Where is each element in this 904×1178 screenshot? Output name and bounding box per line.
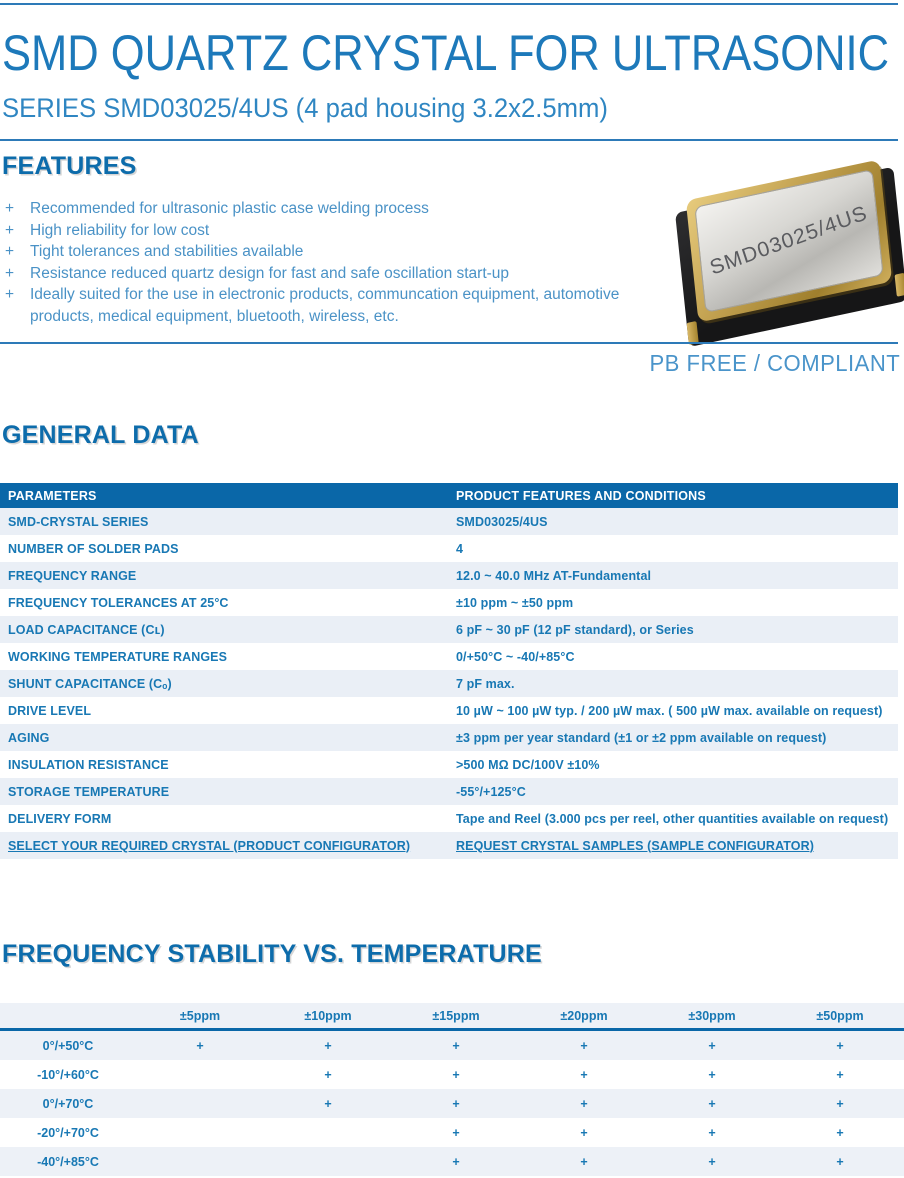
- list-item: [5, 220, 673, 242]
- availability-mark: +: [452, 1067, 460, 1082]
- feature-text: Recommended for ultrasonic plastic case welding process: [30, 200, 429, 217]
- param-cell: DRIVE LEVEL: [8, 703, 92, 718]
- general-data-heading: GENERAL DATA: [2, 421, 199, 449]
- availability-mark: +: [452, 1038, 460, 1053]
- availability-mark: +: [708, 1125, 716, 1140]
- stability-row: [0, 1089, 904, 1118]
- column-header-ppm: ±20ppm: [560, 1008, 608, 1023]
- availability-mark: +: [708, 1096, 716, 1111]
- feature-text: Tight tolerances and stabilities available: [30, 243, 304, 260]
- feature-text: High reliability for low cost: [30, 221, 210, 239]
- page-title: SMD QUARTZ CRYSTAL FOR ULTRASONIC: [2, 25, 890, 81]
- stability-table: [0, 1003, 904, 1176]
- value-cell: 6 pF ~ 30 pF (12 pF standard), or Series: [456, 622, 694, 637]
- value-cell: SMD03025/4US: [456, 514, 548, 529]
- value-cell: 7 pF max.: [456, 676, 515, 691]
- column-header-ppm: ±50ppm: [816, 1008, 864, 1023]
- value-cell: 4: [456, 541, 464, 556]
- availability-mark: +: [708, 1154, 716, 1169]
- availability-mark: +: [196, 1038, 204, 1053]
- product-configurator-link[interactable]: SELECT YOUR REQUIRED CRYSTAL (PRODUCT CONFIGURATOR): [8, 838, 411, 853]
- column-header-ppm: ±5ppm: [179, 1008, 221, 1023]
- value-cell: ±10 ppm ~ ±50 ppm: [456, 595, 574, 610]
- title-divider: [0, 139, 898, 141]
- availability-mark: +: [452, 1154, 460, 1169]
- param-cell: INSULATION RESISTANCE: [8, 757, 169, 772]
- value-cell: 10 µW ~ 100 µW typ. / 200 µW max. ( 500 µW max. available on request): [456, 703, 883, 718]
- page-subtitle: SERIES SMD03025/4US (4 pad housing 3.2x2.5mm): [2, 93, 608, 123]
- value-cell: >500 MΩ DC/100V ±10%: [456, 757, 600, 772]
- plus-bullet-icon: +: [5, 286, 15, 303]
- stability-header-row: [0, 1003, 904, 1031]
- param-cell: NUMBER OF SOLDER PADS: [8, 541, 179, 556]
- chip-marking-text: SMD03025/4US: [707, 201, 871, 280]
- column-header-parameters: PARAMETERS: [8, 488, 97, 503]
- table-row: [0, 697, 898, 724]
- availability-mark: +: [580, 1067, 588, 1082]
- availability-mark: +: [836, 1125, 844, 1140]
- availability-mark: +: [452, 1125, 460, 1140]
- param-cell: DELIVERY FORM: [8, 811, 112, 826]
- list-item: [5, 263, 673, 285]
- availability-mark: +: [580, 1125, 588, 1140]
- param-cell: FREQUENCY RANGE: [8, 568, 137, 583]
- temp-range-label: 0°/+70°C: [42, 1096, 94, 1111]
- table-row: [0, 751, 898, 778]
- column-header-ppm: ±15ppm: [432, 1008, 480, 1023]
- temp-range-label: -10°/+60°C: [37, 1067, 99, 1082]
- availability-mark: +: [836, 1154, 844, 1169]
- table-row: [0, 616, 898, 643]
- stability-row: [0, 1147, 904, 1176]
- feature-text: Ideally suited for the use in electronic products, communcation equipment, automotive products, medical equipment, bluetooth, wireless, etc.: [30, 286, 620, 325]
- list-item: [5, 284, 673, 327]
- solder-pad: [895, 273, 904, 297]
- plus-bullet-icon: +: [5, 200, 15, 217]
- availability-mark: +: [452, 1096, 460, 1111]
- param-cell: WORKING TEMPERATURE RANGES: [8, 649, 228, 664]
- general-data-table: [0, 483, 898, 859]
- availability-mark: +: [580, 1096, 588, 1111]
- top-rule: [0, 3, 898, 5]
- compliance-note: PB FREE / COMPLIANT: [649, 350, 900, 376]
- availability-mark: +: [580, 1154, 588, 1169]
- product-photo: [686, 159, 892, 322]
- table-row: [0, 508, 898, 535]
- param-cell: STORAGE TEMPERATURE: [8, 784, 170, 799]
- param-cell: SHUNT CAPACITANCE (Cₒ): [8, 676, 172, 691]
- features-divider: [0, 342, 898, 344]
- table-row: [0, 724, 898, 751]
- param-cell: SMD-CRYSTAL SERIES: [8, 514, 149, 529]
- availability-mark: +: [580, 1038, 588, 1053]
- availability-mark: +: [324, 1096, 332, 1111]
- plus-bullet-icon: +: [5, 264, 15, 282]
- features-heading: FEATURES: [2, 152, 137, 180]
- availability-mark: +: [836, 1038, 844, 1053]
- stability-heading: FREQUENCY STABILITY VS. TEMPERATURE: [2, 940, 542, 968]
- value-cell: Tape and Reel (3.000 pcs per reel, other quantities available on request): [456, 811, 889, 826]
- availability-mark: +: [324, 1038, 332, 1053]
- table-header-row: [0, 483, 898, 508]
- availability-mark: +: [324, 1067, 332, 1082]
- feature-text: Resistance reduced quartz design for fast and safe oscillation start-up: [30, 264, 510, 282]
- table-row-links: [0, 832, 898, 859]
- stability-row: [0, 1031, 904, 1060]
- availability-mark: +: [836, 1096, 844, 1111]
- sample-configurator-link[interactable]: REQUEST CRYSTAL SAMPLES (SAMPLE CONFIGURATOR): [456, 838, 814, 853]
- table-row: [0, 805, 898, 832]
- features-list: [5, 198, 673, 327]
- stability-row: [0, 1118, 904, 1147]
- column-header-conditions: PRODUCT FEATURES AND CONDITIONS: [456, 488, 706, 503]
- value-cell: 0/+50°C ~ -40/+85°C: [456, 649, 575, 664]
- list-item: [5, 198, 673, 220]
- availability-mark: +: [836, 1067, 844, 1082]
- param-cell: AGING: [8, 730, 50, 745]
- temp-range-label: -40°/+85°C: [37, 1154, 99, 1169]
- table-row: [0, 589, 898, 616]
- availability-mark: +: [708, 1038, 716, 1053]
- table-row: [0, 670, 898, 697]
- value-cell: -55°/+125°C: [456, 784, 526, 799]
- plus-bullet-icon: +: [5, 243, 15, 260]
- value-cell: ±3 ppm per year standard (±1 or ±2 ppm available on request): [456, 730, 827, 745]
- availability-mark: +: [708, 1067, 716, 1082]
- column-header-ppm: ±30ppm: [688, 1008, 736, 1023]
- list-item: [5, 241, 673, 263]
- param-cell: FREQUENCY TOLERANCES AT 25°C: [8, 595, 229, 610]
- table-row: [0, 535, 898, 562]
- table-row: [0, 562, 898, 589]
- plus-bullet-icon: +: [5, 221, 15, 239]
- temp-range-label: 0°/+50°C: [42, 1038, 94, 1053]
- column-header-ppm: ±10ppm: [304, 1008, 352, 1023]
- temp-range-label: -20°/+70°C: [37, 1125, 99, 1140]
- stability-row: [0, 1060, 904, 1089]
- param-cell: LOAD CAPACITANCE (Cʟ): [8, 622, 165, 637]
- value-cell: 12.0 ~ 40.0 MHz AT-Fundamental: [456, 568, 652, 583]
- table-row: [0, 643, 898, 670]
- table-row: [0, 778, 898, 805]
